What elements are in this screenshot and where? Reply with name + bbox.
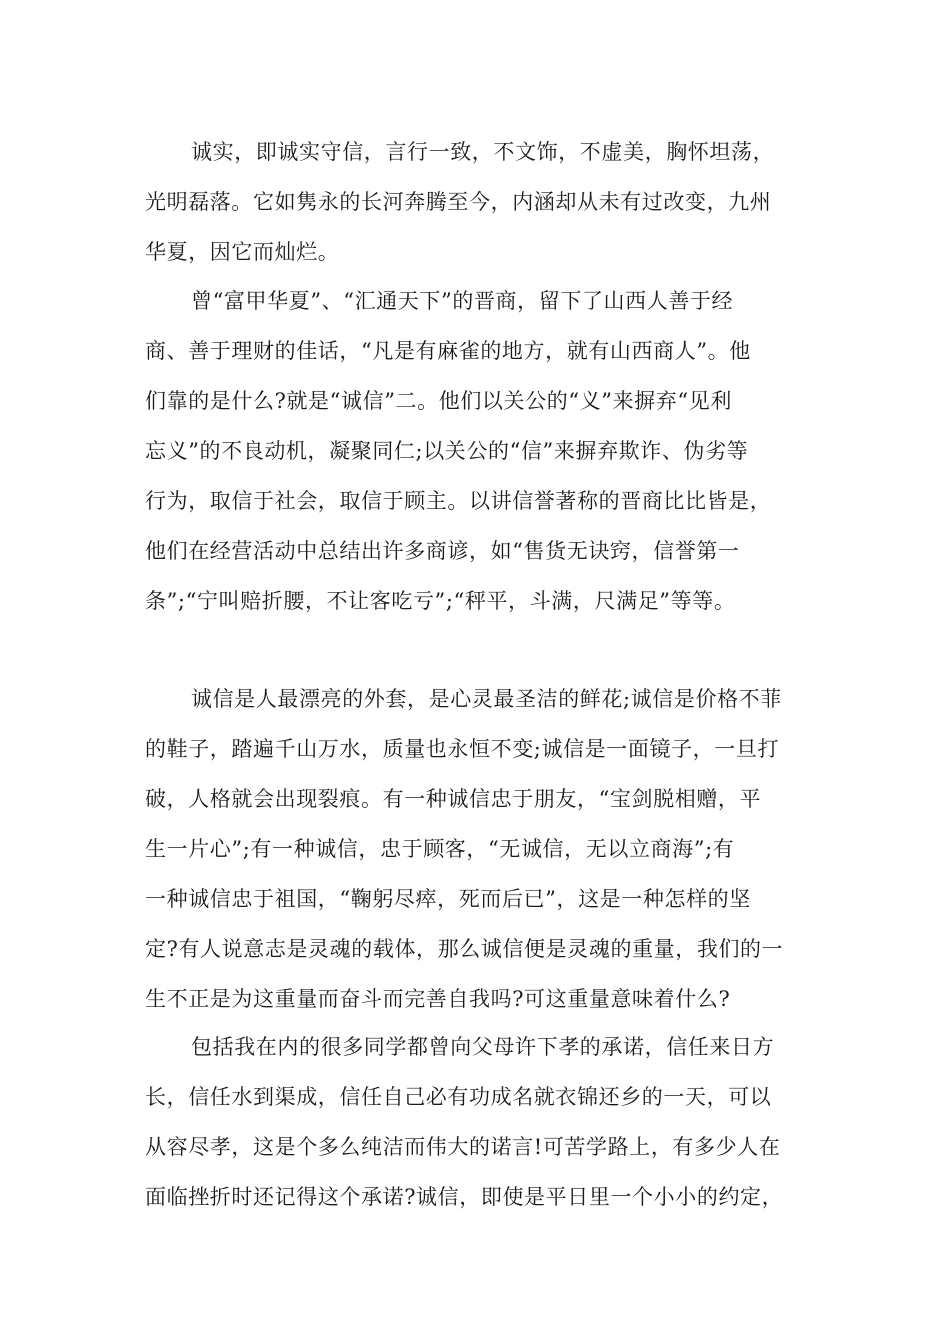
text-line: 华夏，因它而灿烂。: [145, 240, 340, 264]
text-line: 行为，取信于社会，取信于顾主。以讲信誉著称的晋商比比皆是，: [145, 489, 772, 513]
text-line: 定?有人说意志是灵魂的载体，那么诚信便是灵魂的重量，我们的一: [145, 937, 784, 961]
text-line: 商、善于理财的佳话，“凡是有麻雀的地方，就有山西商人”。他: [145, 339, 751, 363]
paragraph-jin-merchants: [145, 276, 810, 626]
text-line: 曾“富甲华夏”、“汇通天下”的晋商，留下了山西人善于经: [191, 289, 734, 313]
text-line: 光明磊落。它如隽永的长河奔腾至今，内涵却从未有过改变，九州: [145, 190, 772, 214]
text-line: 们靠的是什么?就是“诚信”二。他们以关公的“义”来摒弃“见利: [145, 389, 732, 413]
text-line: 忘义”的不良动机，凝聚同仁;以关公的“信”来摒弃欺诈、伪劣等: [145, 439, 749, 463]
paragraph-honesty-definition: [145, 127, 810, 277]
text-line: 诚实，即诚实守信，言行一致，不文饰，不虚美，胸怀坦荡，: [191, 140, 775, 164]
text-line: 长，信任水到渠成，信任自己必有功成名就衣锦还乡的一天，可以: [145, 1085, 772, 1109]
text-line: 生一片心”;有一种诚信，忠于顾客，“无诚信，无以立商海”;有: [145, 837, 735, 861]
paragraph-filial-promise: [145, 1022, 810, 1222]
text-line: 他们在经营活动中总结出许多商谚，如“售货无诀窍，信誉第一: [145, 539, 740, 563]
text-line: 生不正是为这重量而奋斗而完善自我吗?可这重量意味着什么?: [145, 987, 731, 1011]
text-line: 从容尽孝，这是个多么纯洁而伟大的诺言!可苦学路上，有多少人在: [145, 1135, 781, 1159]
text-line: 包括我在内的很多同学都曾向父母许下孝的承诺，信任来日方: [191, 1035, 775, 1059]
text-line: 破，人格就会出现裂痕。有一种诚信忠于朋友，“宝剑脱相赠，平: [145, 787, 762, 811]
text-line: 条”;“宁叫赔折腰，不让客吃亏”;“秤平，斗满，尺满足”等等。: [145, 589, 736, 613]
text-line: 诚信是人最漂亮的外套，是心灵最圣洁的鲜花;诚信是价格不菲: [191, 687, 782, 711]
text-line: 一种诚信忠于祖国，“鞠躬尽瘁，死而后已”，这是一种怎样的坚: [145, 887, 751, 911]
text-line: 面临挫折时还记得这个承诺?诚信，即使是平日里一个小小的约定，: [145, 1185, 784, 1209]
text-line: 的鞋子，踏遍千山万水，质量也永恒不变;诚信是一面镜子，一旦打: [145, 737, 780, 761]
paragraph-integrity-metaphors: [145, 674, 810, 1024]
